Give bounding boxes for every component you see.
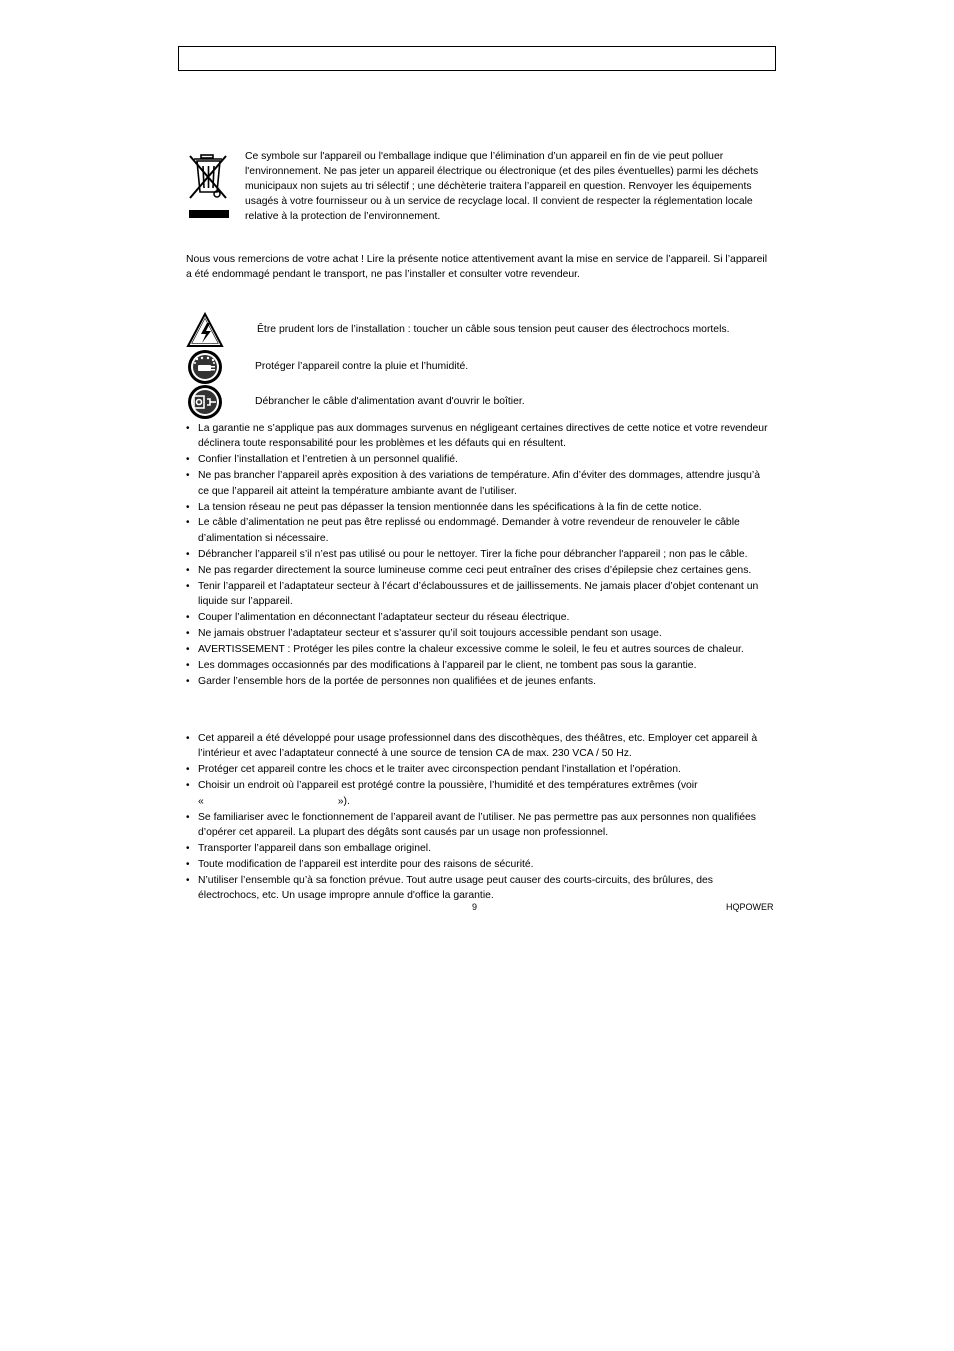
header-box (178, 46, 776, 71)
list-item: • Le câble d’alimentation ne peut pas être replissé ou endommagé. Demander à votre revendeur de renouveler le câble d’alimentation si nécessaire. (186, 515, 770, 546)
intro-paragraph: Nous vous remercions de votre achat ! Lire la présente notice attentivement avant la mise en service de l’appareil. Si l’appareil a été endommagé pendant le transport, ne pas l’installer et consulter votre revendeur. (186, 254, 768, 280)
list-item: • AVERTISSEMENT : Protéger les piles contre la chaleur excessive comme le soleil, le feu et autres sources de chaleur. (186, 642, 770, 657)
symbol-rain-text: Protéger l’appareil contre la pluie et l’humidité. (255, 361, 469, 372)
usage-guidelines-list (186, 731, 770, 904)
list-item: • Les dommages occasionnés par des modifications à l’appareil par le client, ne tombent pas sous la garantie. (186, 658, 770, 673)
list-item: • Toute modification de l’appareil est interdite pour des raisons de sécurité. (186, 857, 770, 872)
list-item: • Couper l’alimentation en déconnectant l’adaptateur secteur du réseau électrique. (186, 610, 770, 625)
symbol-shock-text: Être prudent lors de l’installation : toucher un câble sous tension peut causer des électrochocs mortels. (257, 324, 730, 335)
protect-from-rain-icon (186, 349, 224, 385)
list-item: • N’utiliser l’ensemble qu’à sa fonction prévue. Tout autre usage peut causer des courts-circuits, des brûlures, des électrochocs, etc. Un usage impropre annule d'office la garantie. (186, 873, 770, 904)
crossed-out-wheelie-bin-icon (186, 152, 232, 220)
list-item: • Ne jamais obstruer l’adaptateur secteur et s’assurer qu’il soit toujours accessible pendant son usage. (186, 626, 770, 641)
quote-close: »). (337, 795, 350, 807)
symbol-unplug-text: Débrancher le câble d'alimentation avant d'ouvrir le boîtier. (255, 396, 525, 407)
page-number: 9 (472, 902, 478, 912)
safety-instructions-list (186, 421, 770, 689)
list-item: • Transporter l’appareil dans son emballage originel. (186, 841, 770, 856)
list-item: • Confier l’installation et l’entretien à un personnel qualifié. (186, 452, 770, 467)
weee-notice: Ce symbole sur l'appareil ou l'emballage indique que l’élimination d’un appareil en fin de vie peut polluer l'environnement. Ne pas jeter un appareil électrique ou électronique (et des piles éventuelles) parmi les déchets municipaux non sujets au tri sélectif ; une déchèterie traitera l’appareil en question. Renvoyer les équipements usagés à votre fournisseur ou à un service de recyclage local. Il convient de respecter la réglementation locale relative à la protection de l’environnement. (245, 151, 759, 222)
unplug-before-opening-icon (186, 384, 224, 420)
list-item: • Ne pas regarder directement la source lumineuse comme ceci peut entraîner des crises d’épilepsie chez certaines gens. (186, 563, 770, 578)
list-item: • Protéger cet appareil contre les chocs et le traiter avec circonspection pendant l’installation et l’opération. (186, 762, 770, 777)
list-item: • La tension réseau ne peut pas dépasser la tension mentionnée dans les spécifications à la fin de cette notice. (186, 500, 770, 515)
list-item (186, 778, 770, 809)
quote-open: « (198, 795, 204, 807)
list-item: • Ne pas brancher l’appareil après exposition à des variations de température. Afin d’éviter des dommages, attendre jusqu’à ce que l’appareil ait atteint la température ambiante avant de l’utiliser. (186, 468, 770, 499)
list-item: • Débrancher l’appareil s’il n’est pas utilisé ou pour le nettoyer. Tirer la fiche pour débrancher l'appareil ; non pas le câble. (186, 547, 770, 562)
list-item: • La garantie ne s’applique pas aux dommages survenus en négligeant certaines directives de cette notice et votre revendeur déclinera toute responsabilité pour les problèmes et les défauts qui en résultent. (186, 421, 770, 452)
list-item: • Cet appareil a été développé pour usage professionnel dans des discothèques, des théâtres, etc. Employer cet appareil à l’intérieur et avec l’adaptateur connecté à une source de tension CA de max. 230 VCA / 50 Hz. (186, 731, 770, 762)
list-item: • Tenir l’appareil et l’adaptateur secteur à l’écart d’éclaboussures et de jaillissements. Ne jamais placer d’objet contenant un liquide sur l’appareil. (186, 579, 770, 610)
list-item: • Garder l’ensemble hors de la portée de personnes non qualifiées et de jeunes enfants. (186, 674, 770, 689)
list-item: • Se familiariser avec le fonctionnement de l’appareil avant de l’utiliser. Ne pas permettre pas aux personnes non qualifiées d’opérer cet appareil. La plupart des dégâts sont causés par un usage non professionnel. (186, 810, 770, 841)
electric-shock-warning-icon (186, 312, 224, 348)
brand-name: HQPOWER (726, 902, 774, 912)
list-item-text: Choisir un endroit où l’appareil est protégé contre la poussière, l’humidité et des températures extrêmes (voir (198, 780, 698, 792)
